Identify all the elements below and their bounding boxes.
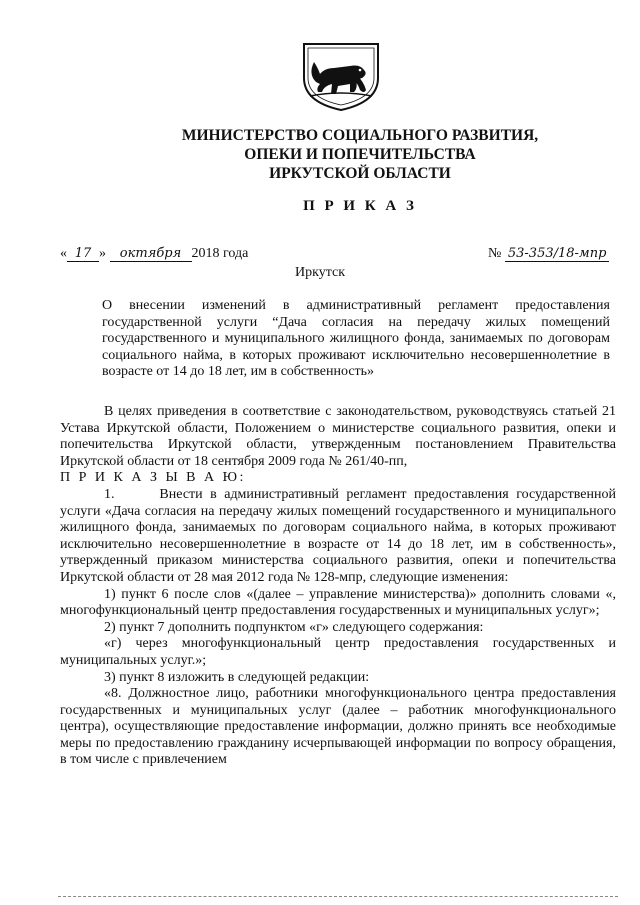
ministry-name-line-1: МИНИСТЕРСТВО СОЦИАЛЬНОГО РАЗВИТИЯ, [181, 127, 539, 144]
date-year: 2018 года [191, 246, 249, 261]
subitem-2-paragraph: 2) пункт 7 дополнить подпунктом «г» следующего содержания: [104, 619, 484, 635]
order-word: П Р И К А З Ы В А Ю: [60, 470, 246, 486]
order-date [60, 246, 248, 262]
date-month-handwritten: октября [110, 247, 192, 262]
ministry-name-line-2: ОПЕКИ И ПОПЕЧИТЕЛЬСТВА [244, 146, 476, 163]
number-value-handwritten: 53-353/18-мпр [505, 247, 610, 262]
subitem-2-text-paragraph: «г) через многофункциональный центр предоставления государственных и муниципальных услуг.»; [60, 636, 616, 668]
order-subject: О внесении изменений в административный регламент предоставления государственной услуги “Дача согласия на передачу жилых помещений государственного и муниципального жилищного фонда, занимаемых по договорам социального найма, в которых проживают исключительно несовершеннолетние в возрасте от 14 до 18 лет, им в собственность» [102, 298, 610, 380]
subitem-3-text-paragraph: «8. Должностное лицо, работники многофункционального центра предоставления государственных и муниципальных услуг (далее – работник многофункционального центра), осуществляющие предоставление информации, должно принять все необходимые меры по предоставлению гражданину исчерпывающей информации по вопросу обращения, в том числе с привлечением [60, 686, 616, 768]
subitem-1-paragraph: 1) пункт 6 после слов «(далее – управление министерства)» дополнить словами «, многофункциональный центр предоставления государственных и муниципальных услуг»; [60, 586, 616, 619]
page-bottom-divider [58, 896, 618, 897]
city: Иркутск [294, 265, 346, 280]
preamble-paragraph: В целях приведения в соответствие с законодательством, руководствуясь статьей 21 Устава Иркутской области, Положением о министерстве социального развития, опеки и попечительства Иркутской области, утвержденным постановлением Правительства Иркутской области от 18 сентября 2009 года № 261/40-пп, [60, 404, 616, 469]
coat-of-arms-icon [298, 38, 384, 114]
ministry-name [60, 126, 640, 183]
date-close-quote: » [99, 246, 106, 261]
ministry-name-line-3: ИРКУТСКОЙ ОБЛАСТИ [269, 165, 451, 182]
order-title: П Р И К А З [303, 198, 417, 214]
item-1-paragraph: 1. Внести в административный регламент предоставления государственной услуги «Дача согласия на передачу жилых помещений государственного и муниципального жилищного фонда, занимаемых по договорам социального найма, в которых проживают исключительно несовершеннолетние в возрасте от 14 до 18 лет, им в собственность», утвержденный приказом министерства социального развития, опеки и попечительства Иркутской области от 28 мая 2012 года № 128-мпр, следующие изменения: [60, 486, 616, 585]
subitem-3-paragraph: 3) пункт 8 изложить в следующей редакции: [104, 669, 370, 685]
number-prefix: № [488, 246, 502, 261]
date-day-handwritten: 17 [67, 247, 99, 262]
order-number [488, 246, 609, 262]
order-body [60, 404, 616, 769]
date-open-quote: « [60, 246, 67, 261]
